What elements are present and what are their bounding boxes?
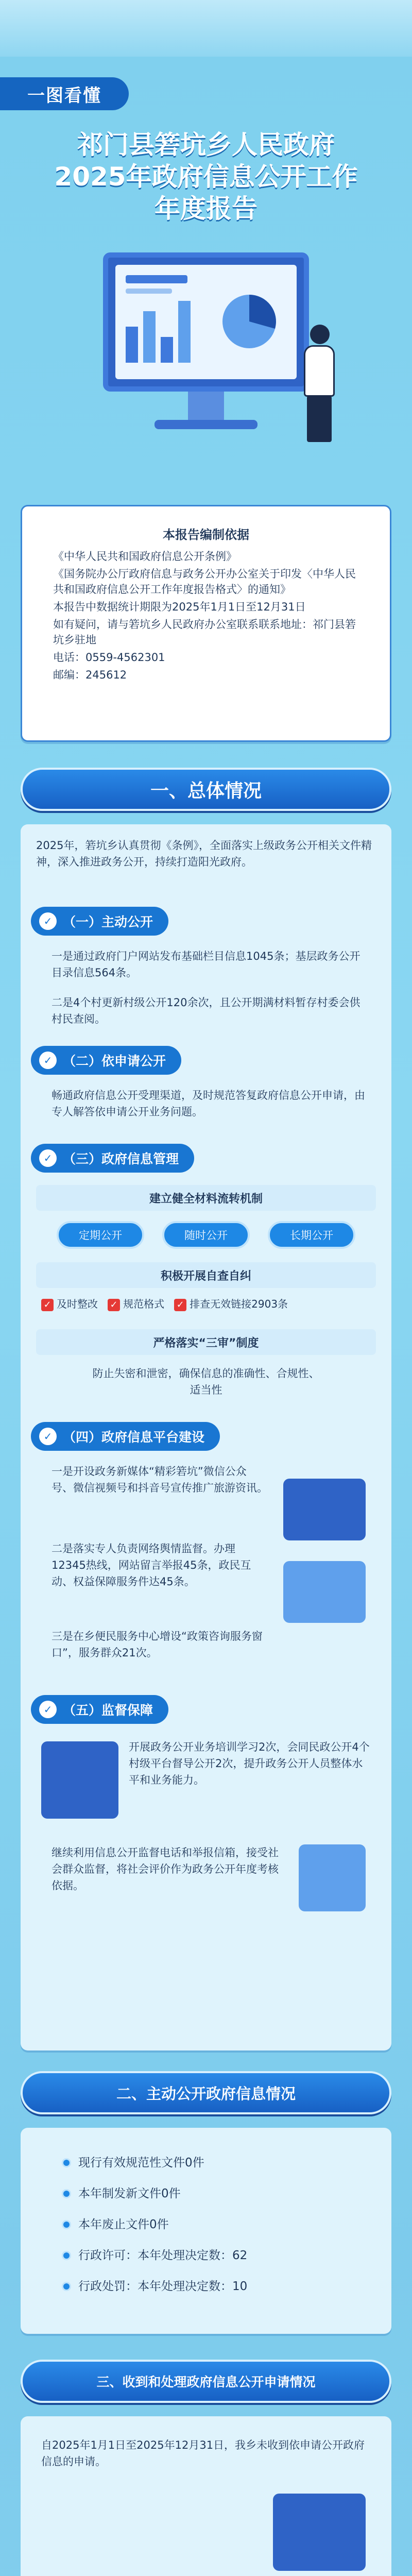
- platform-item-2: 二是落实专人负责网络舆情监督。办理12345热线，网站留言举报45条，政民互动、权益保障服务件达45条。: [52, 1543, 251, 1588]
- subsection-request-disclosure: ✓ （二）依申请公开: [31, 1046, 181, 1075]
- title-line-1: 祁门县箬坑乡人民政府: [77, 130, 335, 160]
- checkbox-icon: ✓: [41, 1299, 54, 1311]
- basis-line: 邮编：245612: [53, 669, 127, 681]
- stat-row: 行政许可：本年处理决定数：62: [62, 2246, 247, 2265]
- active-disclosure-item-2: 二是4个村更新村级公开120余次，且公开期满材料暂存村委会供村民查阅。: [52, 996, 360, 1025]
- self-check-title: 积极开展自查自纠: [36, 1262, 376, 1288]
- training-illustration-icon: [41, 1741, 118, 1819]
- title-line-3: 年度报告: [154, 194, 258, 224]
- section-3-text: 自2025年1月1日至2025年12月31日，我乡未收到依申请公开政府信息的申请。: [41, 2439, 365, 2468]
- three-review-text: 防止失密和泄密，确保信息的准确性、合规性、适当性: [92, 1367, 320, 1396]
- check-icon: ✓: [39, 912, 57, 930]
- platform-item-1: 一是开设政务新媒体“精彩箬坑”微信公众号、微信视频号和抖音号宣传推广旅游资讯。: [52, 1465, 268, 1494]
- person-icon: [299, 325, 340, 443]
- mechanism-chip: 长期公开: [268, 1221, 355, 1249]
- dashboard-chart-icon: [115, 265, 297, 379]
- mechanism-title: 建立健全材料流转机制: [36, 1185, 376, 1211]
- stat-row: 现行有效规范性文件0件: [62, 2154, 204, 2172]
- self-check-items: ✓ 及时整改 ✓ 规范格式 ✓ 排查无效链接2903条: [41, 1296, 381, 1312]
- mailbox-illustration-icon: [299, 1844, 366, 1911]
- stat-row: 本年制发新文件0件: [62, 2184, 181, 2203]
- subsection-platform-building: ✓ （四）政府信息平台建设: [31, 1422, 220, 1451]
- supervision-text-2: 继续利用信息公开监督电话和举报信箱，接受社会群众监督，将社会评价作为政务公开年度考核依据。: [52, 1846, 279, 1892]
- section-1-heading: 一、总体情况: [21, 768, 391, 811]
- report-basis-card: [21, 505, 391, 742]
- active-disclosure-item-1: 一是通过政府门户网站发布基础栏目信息1045条；基层政务公开目录信息564条。: [52, 950, 360, 979]
- basis-line: 如有疑问，请与箬坑乡人民政府办公室联系联系地址：祁门县箬坑乡驻地: [53, 618, 356, 646]
- subsection-info-management: ✓ （三）政府信息管理: [31, 1144, 194, 1173]
- stat-row: 行政处罚：本年处理决定数：10: [62, 2277, 247, 2296]
- header-band: [0, 0, 412, 57]
- section-1-intro: 2025年，箬坑乡认真贯彻《条例》，全面落实上级政务公开相关文件精神，深入推进政务公开，持续打造阳光政府。: [36, 839, 372, 868]
- section-2-heading: 二、主动公开政府信息情况: [21, 2071, 391, 2114]
- section-tag: 一图看懂: [0, 77, 129, 110]
- title-line-2: 2025年政府信息公开工作: [54, 162, 358, 192]
- subsection-active-disclosure: ✓ （一）主动公开: [31, 907, 168, 936]
- page-title: [0, 129, 412, 225]
- supervision-text-1: 开展政务公开业务培训学习2次，会同民政公开4个村级平台督导公开2次，提升政务公开人员整体水平和业务能力。: [129, 1741, 370, 1786]
- monitor-icon: [103, 252, 309, 392]
- phone-illustration-icon: [283, 1479, 366, 1540]
- report-basis-heading: 本报告编制依据: [163, 528, 249, 542]
- check-icon: ✓: [39, 1428, 57, 1445]
- hero-illustration: [57, 242, 355, 448]
- subsection-supervision: ✓ （五）监督保障: [31, 1695, 168, 1724]
- platform-item-3: 三是在乡便民服务中心增设“政策咨询服务窗口”，服务群众21次。: [52, 1630, 263, 1659]
- chat-illustration-icon: [283, 1561, 366, 1623]
- section-3-heading: 三、收到和处理政府信息公开申请情况: [21, 2360, 391, 2403]
- stat-row: 本年废止文件0件: [62, 2215, 169, 2234]
- check-icon: ✓: [39, 1052, 57, 1069]
- basis-line: 《国务院办公厅政府信息与政务公开办公室关于印发〈中华人民共和国政府信息公开工作年度报告格式〉的通知》: [53, 568, 356, 596]
- basis-line: 本报告中数据统计期限为2025年1月1日至12月31日: [53, 601, 306, 613]
- basis-line: 《中华人民共和国政府信息公开条例》: [53, 550, 237, 563]
- check-icon: ✓: [39, 1149, 57, 1167]
- request-disclosure-text: 畅通政府信息公开受理渠道，及时规范答复政府信息公开申请，由专人解答依申请公开业务问题。: [52, 1089, 365, 1118]
- check-icon: ✓: [39, 1701, 57, 1718]
- checkbox-icon: ✓: [174, 1299, 186, 1311]
- request-illustration-icon: [273, 2494, 366, 2571]
- three-review-title: 严格落实“三审”制度: [36, 1329, 376, 1355]
- mechanism-chip: 随时公开: [162, 1221, 250, 1249]
- mechanism-chip: 定期公开: [57, 1221, 144, 1249]
- checkbox-icon: ✓: [108, 1299, 120, 1311]
- basis-line: 电话：0559-4562301: [53, 651, 165, 664]
